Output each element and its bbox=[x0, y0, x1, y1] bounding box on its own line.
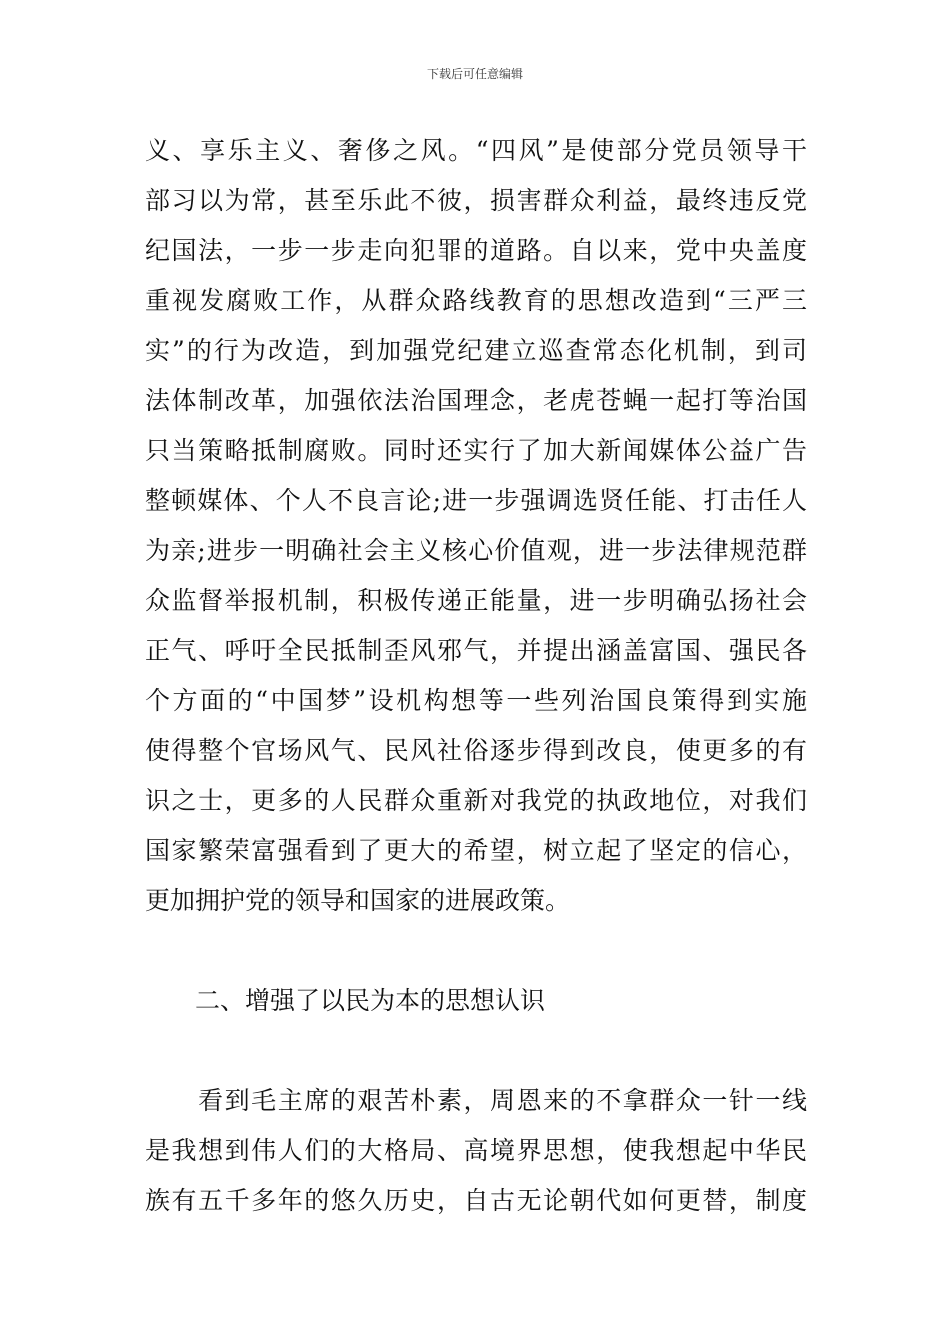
text-line: 纪国法，一步一步走向犯罪的道路。自以来，党中央盖度 bbox=[145, 236, 807, 265]
text-line: 重视发腐败工作，从群众路线教育的思想改造到“三严三 bbox=[145, 286, 807, 315]
text-line: 实”的行为改造，到加强党纪建立巡查常态化机制，到司 bbox=[145, 336, 807, 365]
text-line: 整顿媒体、个人不良言论;进一步强调选贤任能、打击任人 bbox=[145, 486, 807, 515]
text-line: 国家繁荣富强看到了更大的希望，树立起了坚定的信心， bbox=[145, 836, 807, 865]
document-body bbox=[145, 126, 807, 1226]
text-line: 使得整个官场风气、民风社俗逐步得到改良，使更多的有 bbox=[145, 736, 807, 765]
text-line: 个方面的“中国梦”设机构想等一些列治国良策得到实施 bbox=[145, 686, 807, 715]
text-line: 只当策略抵制腐败。同时还实行了加大新闻媒体公益广告 bbox=[145, 436, 807, 465]
text-line: 看到毛主席的艰苦朴素，周恩来的不拿群众一针一线 bbox=[145, 1086, 807, 1115]
text-line: 是我想到伟人们的大格局、高境界思想，使我想起中华民 bbox=[145, 1136, 807, 1165]
text-line: 族有五千多年的悠久历史，自古无论朝代如何更替，制度 bbox=[145, 1186, 807, 1215]
text-line: 为亲;进步一明确社会主义核心价值观，进一步法律规范群 bbox=[145, 536, 807, 565]
text-line: 更加拥护党的领导和国家的进展政策。 bbox=[145, 886, 571, 915]
text-line: 法体制改革，加强依法治国理念，老虎苍蝇一起打等治国 bbox=[145, 386, 807, 415]
paragraph bbox=[145, 126, 807, 926]
paragraph bbox=[145, 1076, 807, 1226]
text-line: 识之士，更多的人民群众重新对我党的执政地位，对我们 bbox=[145, 786, 807, 815]
text-line: 义、享乐主义、奢侈之风。“四风”是使部分党员领导干 bbox=[145, 136, 807, 165]
section-heading: 二、增强了以民为本的思想认识 bbox=[195, 986, 546, 1015]
paragraph-gap bbox=[145, 926, 807, 976]
text-line: 部习以为常，甚至乐此不彼，损害群众利益，最终违反党 bbox=[145, 186, 807, 215]
text-line: 众监督举报机制，积极传递正能量，进一步明确弘扬社会 bbox=[145, 586, 807, 615]
text-line: 正气、呼吁全民抵制歪风邪气，并提出涵盖富国、强民各 bbox=[145, 636, 807, 665]
paragraph-gap bbox=[145, 1026, 807, 1076]
page-header: 下载后可任意编辑 bbox=[426, 67, 523, 81]
